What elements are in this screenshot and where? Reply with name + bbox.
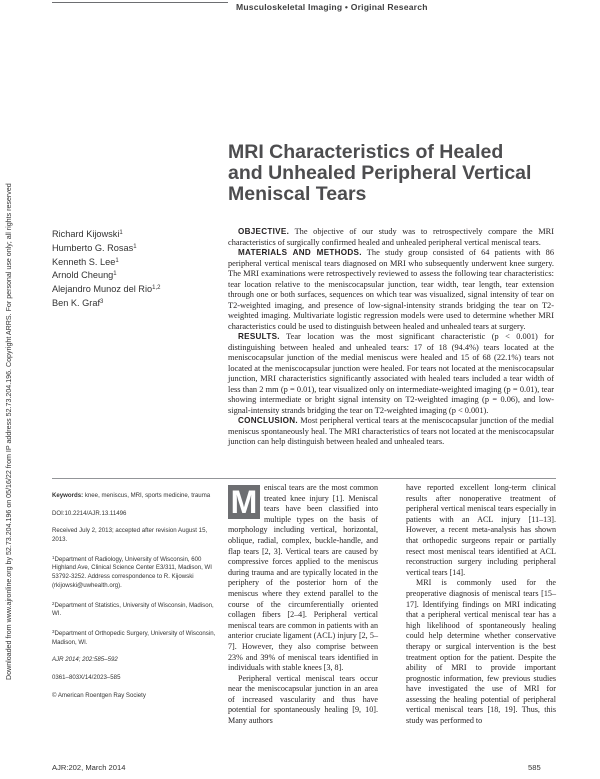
abstract-objective: OBJECTIVE. The objective of our study was to retrospectively compare the MRI characteristics of surgically confirmed healed and unhealed peripheral vertical meniscal tears. — [228, 227, 554, 247]
keywords: Keywords: knee, meniscus, MRI, sports medicine, trauma — [52, 492, 211, 499]
article-title — [228, 142, 548, 205]
received-dates: Received July 2, 2013; accepted after revision August 15, 2013. — [52, 527, 208, 543]
download-notice: Downloaded from www.ajronline.org by 52.73.204.196 on 05/16/22 from IP address 52.73.204.196. Copyright ARRS. For personal use only; all rights reserved — [5, 183, 13, 680]
drop-cap: M — [228, 485, 260, 519]
body-paragraph: M eniscal tears are the most common treated knee injury [1]. Meniscal tears have been classified into multiple types on the basis of morphology including vertical, horizontal, oblique, radial, complex, buckle-handle, and flap tears [2, 3]. Vertical tears are caused by compressive forces applied to the meniscus during trauma and are typically located in the periphery of the posterior horn of the meniscus where they extend parallel to the course of the circumferentially oriented collagen fibers [2–4]. Peripheral vertical meniscal tears are common in patients with an anterior cruciate ligament (ACL) injury [2, 5–7]. However, they also comprise between 23% and 39% of meniscal tears identified in individuals with stable knees [3, 8]. — [228, 483, 378, 673]
title-line: Meniscal Tears — [228, 183, 367, 205]
body-paragraph: Peripheral vertical meniscal tears occur near the meniscocapsular junction in an area of increased vascularity and thus have potential for spontaneously healing [9, 10]. Many authors — [228, 673, 378, 726]
doi: DOI:10.2214/AJR.13.11496 — [52, 509, 127, 517]
author: Arnold Cheung$^1$ — [52, 270, 117, 281]
author: Richard Kijowski$^1$ — [52, 229, 123, 239]
author: Kenneth S. Lee$^1$ — [52, 256, 119, 267]
citation: AJR 2014; 202:585–592 — [52, 656, 118, 664]
title-line: MRI Characteristics of Healed — [228, 141, 504, 163]
issn: 0361–803X/14/2023–585 — [52, 673, 121, 681]
body-paragraph: have reported excellent long-term clinical results after nonoperative treatment of peripheral vertical meniscal tears especially in patients with an ACL injury [11–13]. However, a recent meta-analysis has shown that orthopedic surgeons repair or partially resect most meniscal tears identified at ACL reconstruction surgery including peripheral vertical tears [14]. — [406, 483, 556, 577]
abstract-conclusion: CONCLUSION. Most peripheral vertical tears at the meniscocapsular junction of the medial meniscus spontaneously heal. The MRI characteristics of tears not located at the meniscocapsular junction can help distinguish between healed and unhealed tears. — [228, 416, 554, 446]
article-metadata — [52, 492, 217, 709]
abstract-methods: MATERIALS AND METHODS. The study group consisted of 64 patients with 86 peripheral vertical meniscal tears diagnosed on MRI who subsequently underwent knee surgery. The MRI examinations were retrospectively reviewed to assess the following tear characteristics: tear location relative to the meniscocapsular junction, tear width, tear length, tear extension through one or both surfaces, sequences on which tear was visualized, signal intensity of tear on T2-weighted imaging, and presence of low-signal-intensity strands bridging the tear on T2-weighted imaging. Multivariate logistic regression models were used to determine whether MRI characteristics could be used to distinguish between healed and unhealed tears at surgery. — [228, 248, 554, 331]
author: Ben K. Graf$^3$ — [52, 297, 104, 308]
footer-journal: AJR:202, March 2014 — [52, 763, 126, 772]
abstract-divider — [52, 478, 556, 479]
abstract-results: RESULTS. Tear location was the most significant characteristic (p < 0.001) for distinguishing between healed and unhealed tears: 17 of 18 (94.4%) tears located at the meniscocapsular junction of the medial meniscus were healed and 15 of 68 (22.1%) tears not located at the meniscocapsular junction were healed. For tears not located at the meniscocapsular junction, MRI characteristics significantly associated with healed tears included a tear width of less than 2 mm (p = 0.01), tear visualized only on intermediate-weighted imaging (p = 0.01), tear showing intermediate or bright signal intensity on T2-weighted imaging (p = 0.06), and low-signal-intensity strands bridging the tear on T2-weighted imaging (p < 0.001). — [228, 332, 554, 415]
header-rule — [52, 2, 228, 3]
body-column-2 — [406, 483, 556, 727]
body-column-1 — [228, 483, 378, 727]
author: Alejandro Munoz del Rio$^{1,2}$ — [52, 284, 161, 295]
title-line: and Unhealed Peripheral Vertical — [228, 162, 532, 184]
affiliation: $^3$Department of Orthopedic Surgery, University of Wisconsin, Madison, WI. — [52, 628, 216, 646]
author-list — [52, 227, 222, 310]
page-number: 585 — [528, 763, 541, 772]
body-paragraph: MRI is commonly used for the preoperative diagnosis of meniscal tears [15–17]. Identifying findings on MRI indicating that a peripheral vertical meniscal tear has a high likelihood of spontaneously healing could help determine whether conservative therapy or surgical intervention is the best treatment option for the patient. Despite the ability of MRI to provide important prognostic information, few previous studies have investigated the use of MRI for assessing the healing potential of peripheral vertical meniscal tears [18, 19]. Thus, this study was performed to — [406, 578, 556, 726]
section-header: Musculoskeletal Imaging • Original Research — [236, 2, 428, 12]
author: Humberto G. Rosas$^1$ — [52, 242, 137, 253]
affiliation: $^1$Department of Radiology, University of Wisconsin, 600 Highland Ave, Clinical Science Center E3/311, Madison, WI 53792-3252. Address correspondence to R. Kijowski (rkijowski@uwhealth.org). — [52, 554, 212, 589]
abstract — [228, 227, 554, 448]
copyright: © American Roentgen Ray Society — [52, 691, 146, 699]
affiliation: $^2$Department of Statistics, University of Wisconsin, Madison, WI. — [52, 600, 214, 618]
